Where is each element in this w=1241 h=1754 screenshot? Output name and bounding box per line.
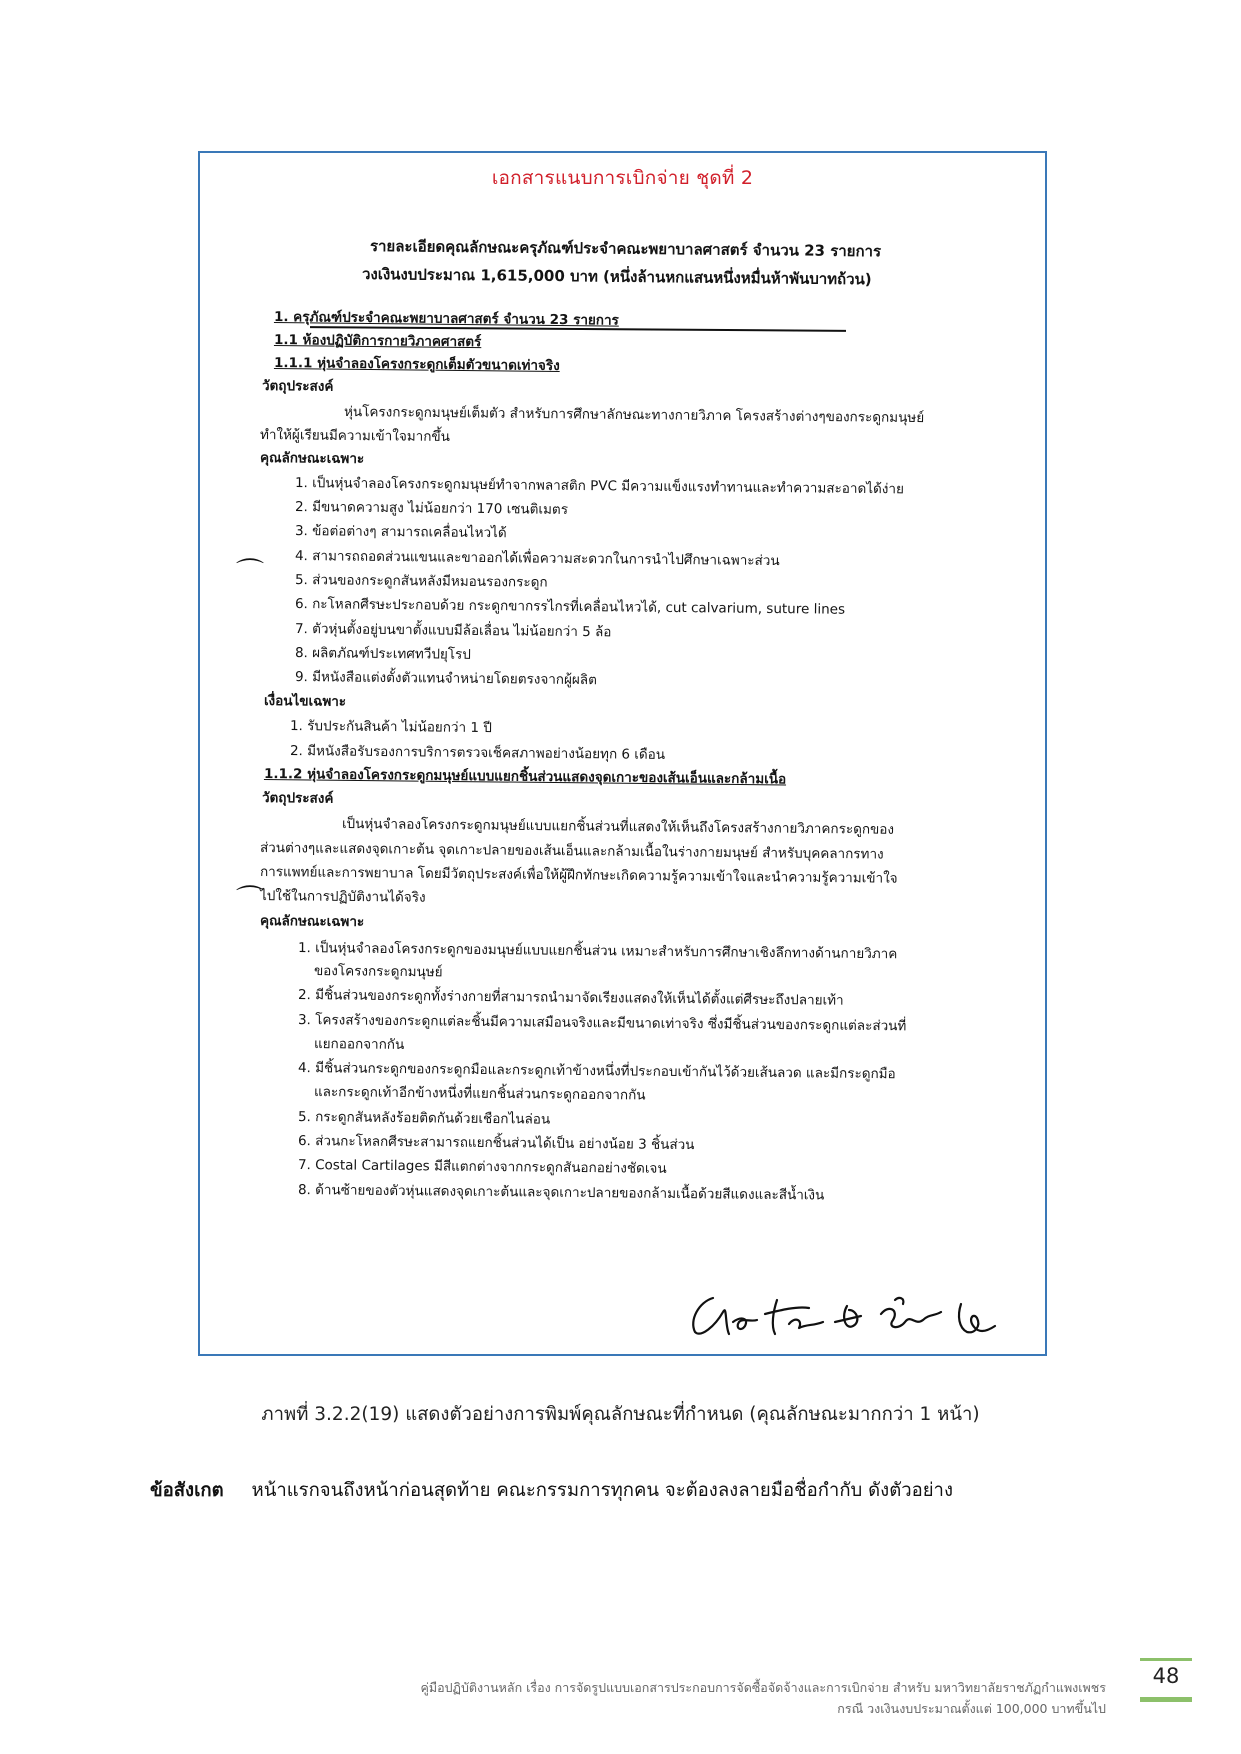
objective-text: ไปใช้ในการปฏิบัติงานได้จริง bbox=[259, 888, 426, 906]
spec-item: 1. เป็นหุ่นจำลองโครงกระดูกของมนุษย์แบบแยกชิ้นส่วน เหมาะสำหรับการศึกษาเชิงลึกทางด้านกายวิภาค bbox=[297, 940, 898, 963]
objective-text: การแพทย์และการพยาบาล โดยมีวัตถุประสงค์เพื่อให้ผู้ฝึกทักษะเกิดความรู้ความเข้าใจและนำความรู้ความเข้าใจ bbox=[259, 864, 898, 887]
spec-item: 4. สามารถถอดส่วนแขนและขาออกได้เพื่อความสะดวกในการนำไปศึกษาเฉพาะส่วน bbox=[294, 548, 780, 570]
spec-item: 7. Costal Cartilages มีสีแตกต่างจากกระดูกสันอกอย่างชัดเจน bbox=[297, 1157, 667, 1177]
condition-heading: เงื่อนไขเฉพาะ bbox=[263, 693, 347, 710]
spec-item: 7. ตัวหุ่นตั้งอยู่บนขาตั้งแบบมีล้อเลื่อน ไม่น้อยกว่า 5 ล้อ bbox=[294, 621, 612, 641]
objective-text: ทำให้ผู้เรียนมีความเข้าใจมากขึ้น bbox=[259, 427, 450, 445]
scanned-document bbox=[200, 153, 1045, 1354]
binder-hole-mark: ⌒ bbox=[236, 556, 265, 589]
item-heading: 1.1.1 หุ่นจำลองโครงกระดูกเต็มตัวขนาดเท่าจริง bbox=[273, 355, 560, 374]
spec-heading: คุณลักษณะเฉพาะ bbox=[259, 913, 365, 931]
spec-item: 2. มีชิ้นส่วนของกระดูกทั้งร่างกายที่สามารถนำมาจัดเรียงแสดงให้เห็นได้ตั้งแต่ศีรษะถึงปลายเท้า bbox=[297, 987, 844, 1009]
condition-item: 1. รับประกันสินค้า ไม่น้อยกว่า 1 ปี bbox=[289, 718, 492, 737]
section-heading: 1. ครุภัณฑ์ประจำคณะพยาบาลศาสตร์ จำนวน 23 รายการ bbox=[273, 309, 619, 329]
binder-hole-mark: ⌒ bbox=[236, 883, 265, 916]
spec-item: 3. ข้อต่อต่างๆ สามารถเคลื่อนไหวได้ bbox=[294, 523, 507, 542]
spec-item: และกระดูกเท้าอีกข้างหนึ่งที่แยกชิ้นส่วนกระดูกออกจากกัน bbox=[313, 1084, 646, 1104]
objective-text: หุ่นโครงกระดูกมนุษย์เต็มตัว สำหรับการศึกษาลักษณะทางกายวิภาค โครงสร้างต่างๆของกระดูกมนุษย์ bbox=[343, 404, 925, 427]
page-number-bar-bottom bbox=[1140, 1697, 1192, 1702]
spec-item: 8. ผลิตภัณฑ์ประเทศทวีปยุโรป bbox=[294, 645, 472, 663]
document-header-red: เอกสารแนบการเบิกจ่าย ชุดที่ 2 bbox=[491, 167, 754, 189]
objective-heading: วัตถุประสงค์ bbox=[261, 790, 334, 807]
note-text: หน้าแรกจนถึงหน้าก่อนสุดท้าย คณะกรรมการทุกคน จะต้องลงลายมือชื่อกำกับ ดังตัวอย่าง bbox=[251, 1480, 953, 1501]
subsection-heading: 1.1 ห้องปฏิบัติการกายวิภาคศาสตร์ bbox=[273, 332, 482, 351]
spec-item: 8. ด้านซ้ายของตัวหุ่นแสดงจุดเกาะต้นและจุดเกาะปลายของกล้ามเนื้อด้วยสีแดงและสีน้ำเงิน bbox=[297, 1182, 825, 1204]
scanned-document-frame bbox=[198, 151, 1047, 1356]
document-title-line-2: วงเงินงบประมาณ 1,615,000 บาท (หนึ่งล้านหกแสนหนึ่งหมื่นห้าพันบาทถ้วน) bbox=[361, 265, 872, 289]
spec-item: แยกออกจากกัน bbox=[313, 1036, 405, 1053]
item-heading: 1.1.2 หุ่นจำลองโครงกระดูกมนุษย์แบบแยกชิ้นส่วนแสดงจุดเกาะของเส้นเอ็นและกล้ามเนื้อ bbox=[263, 766, 787, 788]
condition-item: 2. มีหนังสือรับรองการบริการตรวจเช็คสภาพอย่างน้อยทุก 6 เดือน bbox=[289, 743, 666, 763]
page-number-bar-top bbox=[1140, 1658, 1192, 1661]
objective-text: ส่วนต่างๆและแสดงจุดเกาะต้น จุดเกาะปลายของเส้นเอ็นและกล้ามเนื้อในร่างกายมนุษย์ สำหรับบุคคลากรทาง bbox=[259, 840, 884, 863]
spec-item: 9. มีหนังสือแต่งตั้งตัวแทนจำหน่ายโดยตรงจากผู้ผลิต bbox=[294, 669, 597, 689]
spec-item: 5. กระดูกสันหลังร้อยติดกันด้วยเชือกไนล่อน bbox=[297, 1109, 551, 1128]
objective-text: เป็นหุ่นจำลองโครงกระดูกมนุษย์แบบแยกชิ้นส่วนที่แสดงให้เห็นถึงโครงสร้างกายวิภาคกระดูกของ bbox=[341, 816, 895, 838]
figure-caption: ภาพที่ 3.2.2(19) แสดงตัวอย่างการพิมพ์คุณลักษณะที่กำหนด (คุณลักษณะมากกว่า 1 หน้า) bbox=[261, 1404, 980, 1425]
spec-item: 4. มีชิ้นส่วนกระดูกของกระดูกมือและกระดูกเท้าข้างหนึ่งที่ประกอบเข้ากันไว้ด้วยเส้นลวด และมีกระดูกมือ bbox=[297, 1060, 896, 1083]
spec-item: 6. กะโหลกศีรษะประกอบด้วย กระดูกขากรรไกรที่เคลื่อนไหวได้, cut calvarium, suture lines bbox=[294, 596, 846, 618]
footer-line-1: คู่มือปฏิบัติงานหลัก เรื่อง การจัดรูปแบบเอกสารประกอบการจัดซื้อจัดจ้างและการเบิกจ่าย สำหรับ มหาวิทยาลัยราชภัฏกำแพงเพชร bbox=[420, 1680, 1106, 1695]
note-paragraph bbox=[150, 1476, 953, 1505]
spec-item: ของโครงกระดูกมนุษย์ bbox=[313, 963, 443, 981]
spec-item: 2. มีขนาดความสูง ไม่น้อยกว่า 170 เซนติเมตร bbox=[294, 499, 569, 518]
document-title-line-1: รายละเอียดคุณลักษณะครุภัณฑ์ประจำคณะพยาบาลศาสตร์ จำนวน 23 รายการ bbox=[369, 237, 882, 261]
spec-item: 6. ส่วนกะโหลกศีรษะสามารถแยกชิ้นส่วนได้เป็น อย่างน้อย 3 ชิ้นส่วน bbox=[297, 1133, 695, 1154]
spec-heading: คุณลักษณะเฉพาะ bbox=[259, 450, 365, 468]
page-number: 48 bbox=[1152, 1664, 1180, 1688]
note-label: ข้อสังเกต bbox=[150, 1480, 224, 1501]
spec-item: 3. โครงสร้างของกระดูกแต่ละชิ้นมีความเสมือนจริงและมีขนาดเท่าจริง ซึ่งมีชิ้นส่วนของกระดูกแต่ละส่วนที่ bbox=[297, 1012, 907, 1035]
spec-item: 5. ส่วนของกระดูกสันหลังมีหมอนรองกระดูก bbox=[294, 572, 548, 591]
handwritten-signatures bbox=[685, 1286, 1025, 1346]
objective-heading: วัตถุประสงค์ bbox=[261, 378, 334, 395]
footer-line-2: กรณี วงเงินงบประมาณตั้งแต่ 100,000 บาทขึ้นไป bbox=[837, 1701, 1106, 1716]
spec-item: 1. เป็นหุ่นจำลองโครงกระดูกมนุษย์ทำจากพลาสติก PVC มีความแข็งแรงทำทานและทำความสะอาดได้ง่าย bbox=[294, 475, 904, 498]
